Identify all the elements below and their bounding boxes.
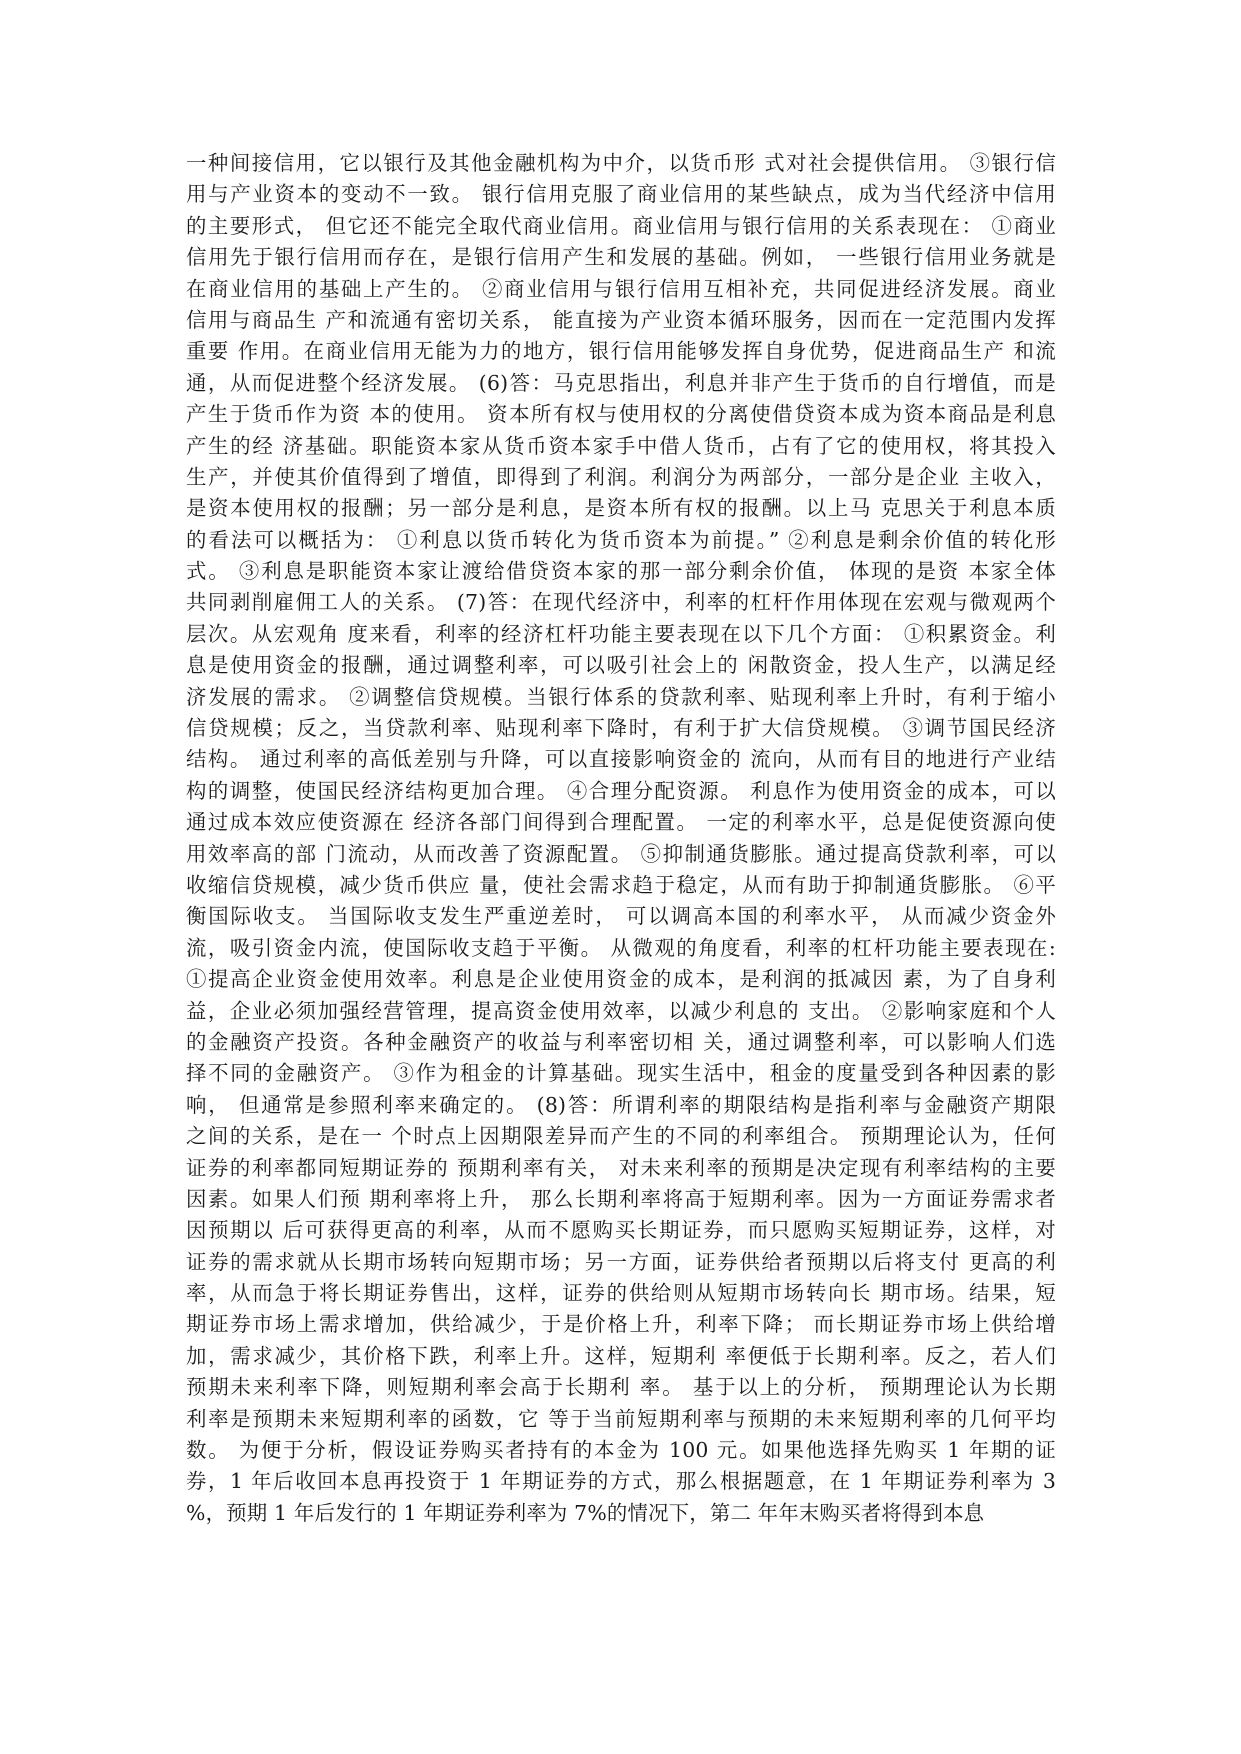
text-line: 择不同的金融资产。 ③作为租金的计算基础。现实生活中，租金的度量受到各种因素的影 xyxy=(186,1061,1056,1086)
text-line: 加，需求减少，其价格下跌，利率上升。这样，短期利 率便低于长期利率。反之，若人们 xyxy=(186,1343,1056,1368)
text-line: ①提高企业资金使用效率。利息是企业使用资金的成本，是利润的抵减因 素，为了自身利 xyxy=(186,967,1056,992)
body-text xyxy=(186,148,1056,1529)
text-line: 结构。 通过利率的高低差别与升降，可以直接影响资金的 流向，从而有目的地进行产业结 xyxy=(186,747,1056,772)
text-line: 是资本使用权的报酬；另一部分是利息，是资本所有权的报酬。以上马 克思关于利息本质 xyxy=(186,496,1056,521)
text-line: 的主要形式， 但它还不能完全取代商业信用。商业信用与银行信用的关系表现在： ①商业 xyxy=(186,213,1056,238)
text-line: 券，1 年后收回本息再投资于 1 年期证券的方式，那么根据题意，在 1 年期证券利率为 3 xyxy=(186,1469,1056,1494)
text-line: %，预期 1 年后发行的 1 年期证券利率为 7%的情况下，第二 年年末购买者将得到本息 xyxy=(186,1500,985,1525)
text-line: 通过成本效应使资源在 经济各部门间得到合理配置。 一定的利率水平，总是促使资源向使 xyxy=(186,810,1056,835)
text-line: 构的调整，使国民经济结构更加合理。 ④合理分配资源。 利息作为使用资金的成本，可以 xyxy=(186,778,1056,803)
text-line: 因预期以 后可获得更高的利率，从而不愿购买长期证券，而只愿购买短期证券，这样，对 xyxy=(186,1218,1056,1243)
text-line: 利率是预期未来短期利率的函数，它 等于当前短期利率与预期的未来短期利率的几何平均 xyxy=(186,1406,1056,1431)
text-line: 产生的经 济基础。职能资本家从货币资本家手中借人货币，占有了它的使用权，将其投入 xyxy=(186,433,1056,458)
text-line: 益，企业必须加强经营管理，提高资金使用效率，以减少利息的 支出。 ②影响家庭和个人 xyxy=(186,998,1056,1023)
text-line: 用效率高的部 门流动，从而改善了资源配置。 ⑤抑制通货膨胀。通过提高贷款利率，可以 xyxy=(186,841,1056,866)
text-line: 衡国际收支。 当国际收支发生严重逆差时， 可以调高本国的利率水平， 从而减少资金外 xyxy=(186,904,1056,929)
text-line: 重要 作用。在商业信用无能为力的地方，银行信用能够发挥自身优势，促进商品生产 和流 xyxy=(186,339,1056,364)
text-line: 流，吸引资金内流，使国际收支趋于平衡。 从微观的角度看，利率的杠杆功能主要表现在: xyxy=(186,935,1056,960)
text-line: 层次。从宏观角 度来看，利率的经济杠杆功能主要表现在以下几个方面： ①积累资金。利 xyxy=(186,621,1056,646)
text-line: 用与产业资本的变动不一致。 银行信用克服了商业信用的某些缺点，成为当代经济中信用 xyxy=(186,182,1056,207)
text-line: 收缩信贷规模，减少货币供应 量，使社会需求趋于稳定，从而有助于抑制通货膨胀。 ⑥平 xyxy=(186,872,1056,897)
text-line: 济发展的需求。 ②调整信贷规模。当银行体系的贷款利率、贴现利率上升时，有利于缩小 xyxy=(186,684,1056,709)
text-line: 息是使用资金的报酬，通过调整利率，可以吸引社会上的 闲散资金，投人生产，以满足经 xyxy=(186,653,1056,678)
text-line: 之间的关系，是在一 个时点上因期限差异而产生的不同的利率组合。 预期理论认为，任何 xyxy=(186,1124,1056,1149)
text-line: 一种间接信用，它以银行及其他金融机构为中介，以货币形 式对社会提供信用。 ③银行信 xyxy=(186,151,1056,175)
text-line: 式。 ③利息是职能资本家让渡给借贷资本家的那一部分剩余价值， 体现的是资 本家全体 xyxy=(186,559,1056,584)
text-line: 共同剥削雇佣工人的关系。 (7)答：在现代经济中，利率的杠杆作用体现在宏观与微观两个 xyxy=(186,590,1056,615)
text-line: 信用先于银行信用而存在，是银行信用产生和发展的基础。例如， 一些银行信用业务就是 xyxy=(186,245,1056,270)
text-line: 证券的利率都同短期证券的 预期利率有关， 对未来利率的预期是决定现有利率结构的主要 xyxy=(186,1155,1056,1180)
text-line: 期证券市场上需求增加，供给减少，于是价格上升，利率下降； 而长期证券市场上供给增 xyxy=(186,1312,1056,1337)
text-line: 产生于货币作为资 本的使用。 资本所有权与使用权的分离使借贷资本成为资本商品是利息 xyxy=(186,402,1056,427)
text-line: 生产，并使其价值得到了增值，即得到了利润。利润分为两部分，一部分是企业 主收入， xyxy=(186,464,1056,489)
text-line: 证券的需求就从长期市场转向短期市场；另一方面，证券供给者预期以后将支付 更高的利 xyxy=(186,1249,1056,1274)
text-line: 响， 但通常是参照利率来确定的。 (8)答：所谓利率的期限结构是指利率与金融资产期限 xyxy=(186,1092,1056,1117)
text-line: 信贷规模；反之，当贷款利率、贴现利率下降时，有利于扩大信贷规模。 ③调节国民经济 xyxy=(186,716,1056,741)
text-line: 率，从而急于将长期证券售出，这样，证券的供给则从短期市场转向长 期市场。结果，短 xyxy=(186,1281,1056,1306)
text-line: 的金融资产投资。各种金融资产的收益与利率密切相 关，通过调整利率，可以影响人们选 xyxy=(186,1029,1056,1054)
text-line: 因素。如果人们预 期利率将上升， 那么长期利率将高于短期利率。因为一方面证券需求者 xyxy=(186,1186,1056,1211)
text-line: 通，从而促进整个经济发展。 (6)答：马克思指出，利息并非产生于货币的自行增值，而是 xyxy=(186,370,1056,395)
text-line: 数。 为便于分析，假设证券购买者持有的本金为 100 元。如果他选择先购买 1 年期的证 xyxy=(186,1438,1056,1463)
text-line: 的看法可以概括为： ①利息以货币转化为货币资本为前提。” ②利息是剩余价值的转化形 xyxy=(186,527,1056,552)
text-line: 信用与商品生 产和流通有密切关系， 能直接为产业资本循环服务，因而在一定范围内发挥 xyxy=(186,307,1056,332)
text-line: 在商业信用的基础上产生的。 ②商业信用与银行信用互相补充，共同促进经济发展。商业 xyxy=(186,276,1056,301)
text-line: 预期未来利率下降，则短期利率会高于长期利 率。 基于以上的分析， 预期理论认为长期 xyxy=(186,1375,1056,1400)
